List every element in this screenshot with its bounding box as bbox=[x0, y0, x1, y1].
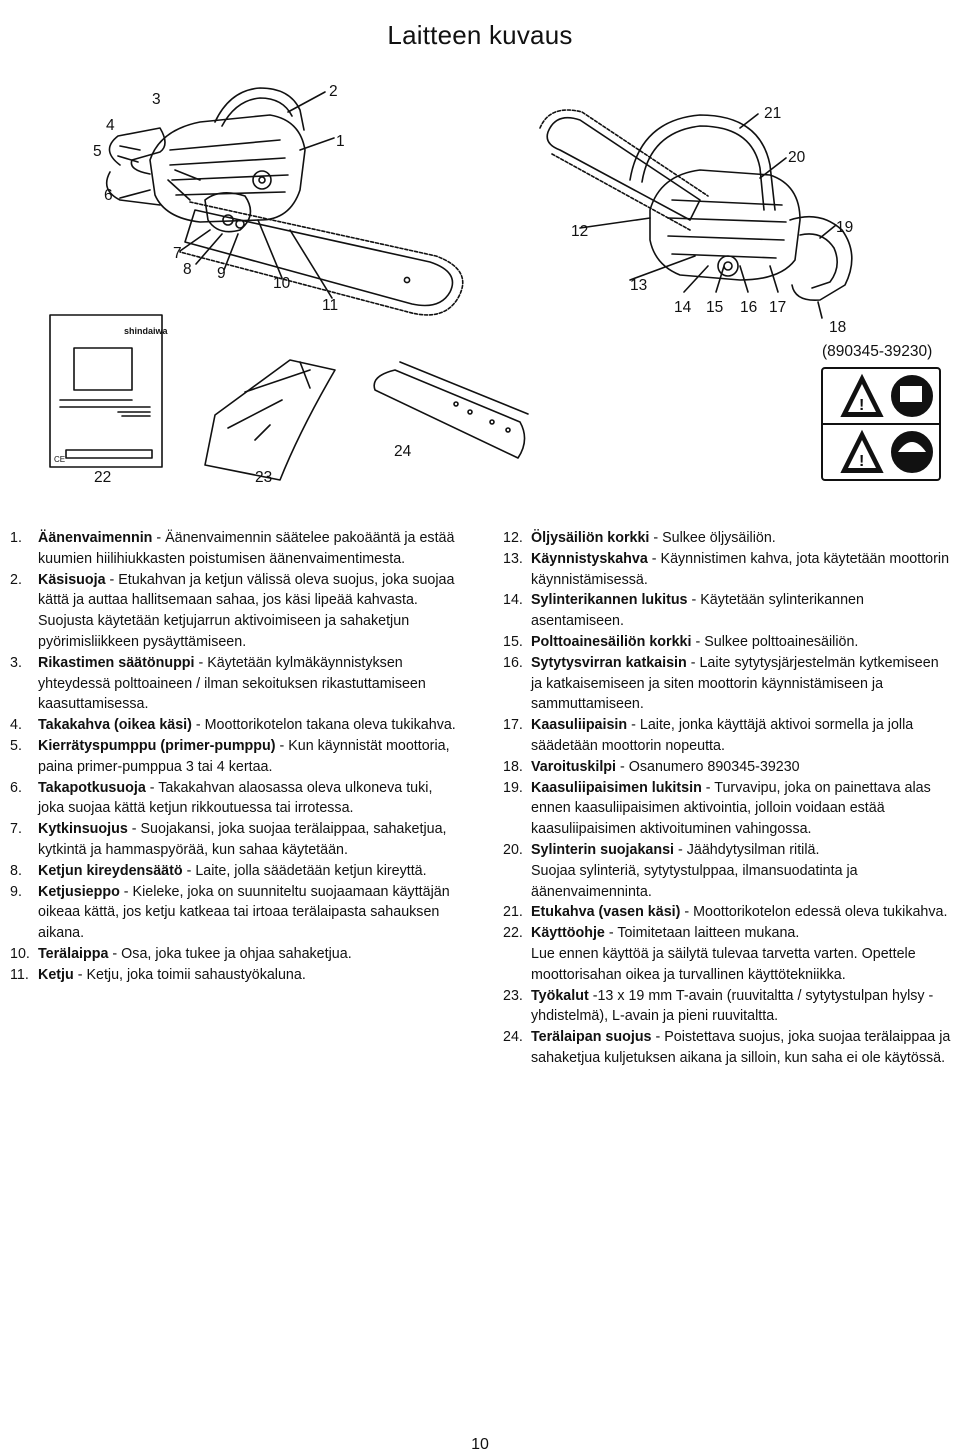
list-item: 23. Työkalut -13 x 19 mm T-avain (ruuvitaltta / sytytystulpan hylsy -yhdistelmä), L-avain ja pieni ruuvitaltta. bbox=[503, 987, 934, 1025]
list-item-extra: Suojaa sylinteriä, sytytystulppaa, ilmansuodatinta ja äänenvaimenninta. bbox=[531, 862, 858, 900]
page-title: Laitteen kuvaus bbox=[387, 20, 573, 50]
chainsaw-illustration bbox=[0, 70, 960, 510]
callout-15: 15 bbox=[706, 299, 724, 316]
list-item: 19. Kaasuliipaisimen lukitsin - Turvavipu, joka on painettava alas ennen kaasuliipaisimen aktivointia, jolloin voidaan estää kaasuliipaisimen aktivoituminen vahingossa. bbox=[503, 779, 931, 838]
callout-18-part-number: (890345-39230) bbox=[822, 343, 933, 360]
list-item: 11. Ketju - Ketju, joka toimii sahaustyökaluna. bbox=[10, 966, 306, 983]
list-item: 18. Varoituskilpi - Osanumero 890345-39230 bbox=[503, 758, 800, 775]
list-item: 1. Äänenvaimennin - Äänenvaimennin säätelee pakoääntä ja estää kuumien hiilihiukkasten poistumisen äänenvaimentimesta. bbox=[10, 530, 455, 567]
list-item: 4. Takakahva (oikea käsi) - Moottorikotelon takana oleva tukikahva. bbox=[10, 717, 456, 734]
callout-1: 1 bbox=[336, 133, 345, 150]
list-item: 17. Kaasuliipaisin - Laite, jonka käyttäjä aktivoi sormella ja jolla säädetään moottorin nopeutta. bbox=[503, 717, 914, 754]
list-item: 22. Käyttöohje - Toimitetaan laitteen mukana. Lue ennen käyttöä ja säilytä tulevaa tarvetta varten. Opettele moottorisahan oikea ja turvallinen käyttötekniikka. bbox=[503, 923, 951, 985]
callout-11: 11 bbox=[322, 297, 339, 314]
svg-text:!: ! bbox=[859, 397, 865, 414]
list-item: 5. Kierrätyspumppu (primer-pumppu) - Kun käynnistät moottoria, paina primer-pumppua 3 tai 4 kertaa. bbox=[10, 737, 450, 775]
list-item: 9. Ketjusieppo - Kieleke, joka on suunniteltu suojaamaan käyttäjän oikeaa kättä, jos ketju katkeaa tai irtoaa terälaipasta sahauksen aikana. bbox=[10, 883, 450, 942]
callout-18: 18 bbox=[829, 319, 847, 336]
page-number: 10 bbox=[471, 1436, 489, 1453]
callout-22: 22 bbox=[94, 469, 112, 486]
list-item: 13. Käynnistyskahva - Käynnistimen kahva, jota käytetään moottorin käynnistämisessä. bbox=[503, 550, 950, 588]
callout-2: 2 bbox=[329, 83, 338, 100]
parts-list-left bbox=[10, 528, 460, 986]
callout-6: 6 bbox=[104, 187, 113, 204]
callout-3: 3 bbox=[152, 91, 161, 108]
chainsaw-drawing bbox=[0, 70, 960, 510]
list-item: 7. Kytkinsuojus - Suojakansi, joka suojaa terälaippaa, sahaketjua, kytkintä ja hammaspyörää, kun sahaa käytetään. bbox=[10, 821, 447, 858]
list-item: 16. Sytytysvirran katkaisin - Laite sytytysjärjestelmän kytkemiseen ja katkaisemiseen ja siten moottorin käynnistämiseen ja sammuttamiseen. bbox=[503, 654, 939, 713]
callout-16: 16 bbox=[740, 299, 758, 316]
callout-9: 9 bbox=[217, 265, 226, 282]
list-item-extra: Suojusta käytetään ketjujarrun aktivoimiseen ja sahaketjun pyörimisliikkeen pysäyttämiseen. bbox=[38, 613, 410, 650]
callout-4: 4 bbox=[106, 117, 115, 134]
callout-5: 5 bbox=[93, 143, 102, 160]
callout-7: 7 bbox=[173, 245, 182, 262]
callout-10: 10 bbox=[273, 275, 291, 292]
callout-17: 17 bbox=[769, 299, 787, 316]
callout-20: 20 bbox=[788, 149, 806, 166]
list-item: 8. Ketjun kireydensäätö - Laite, jolla säädetään ketjun kireyttä. bbox=[10, 862, 427, 879]
callout-24: 24 bbox=[394, 443, 412, 460]
warning-label bbox=[822, 368, 940, 480]
list-item: 14. Sylinterikannen lukitus - Käytetään sylinterikannen asentamiseen. bbox=[503, 592, 864, 630]
parts-list-right bbox=[503, 528, 951, 1069]
guide-bar-right bbox=[547, 118, 700, 220]
rear-handle-left bbox=[109, 128, 165, 174]
manual-brand-text: shindaiwa bbox=[124, 326, 168, 336]
callout-8: 8 bbox=[183, 261, 192, 278]
list-item: 20. Sylinterin suojakansi - Jäähdytysilman ritilä. Suojaa sylinteriä, sytytystulppaa, ilmansuodatinta ja äänenvaimenninta. bbox=[503, 840, 951, 902]
list-item-extra: Lue ennen käyttöä ja säilytä tulevaa tarvetta varten. Opettele moottorisahan oikea ja turvallinen käyttötekniikka. bbox=[531, 945, 916, 983]
list-item: 21. Etukahva (vasen käsi) - Moottorikotelon edessä oleva tukikahva. bbox=[503, 904, 948, 921]
front-handle-right bbox=[630, 115, 775, 210]
list-item: 15. Polttoainesäiliön korkki - Sulkee polttoainesäiliön. bbox=[503, 633, 859, 650]
engine-body-left bbox=[150, 115, 305, 222]
callout-13: 13 bbox=[630, 277, 648, 294]
callout-12: 12 bbox=[571, 223, 589, 240]
list-item: 10. Terälaippa - Osa, joka tukee ja ohjaa sahaketjua. bbox=[10, 945, 352, 962]
callout-21: 21 bbox=[764, 105, 782, 122]
manual-ce-mark: CE bbox=[54, 455, 66, 464]
callout-14: 14 bbox=[674, 299, 692, 316]
callout-23: 23 bbox=[255, 469, 273, 486]
list-item: 12. Öljysäiliön korkki - Sulkee öljysäiliön. bbox=[503, 530, 776, 546]
svg-text:!: ! bbox=[859, 453, 865, 470]
callout-19: 19 bbox=[836, 219, 854, 236]
list-item: 2. Käsisuoja - Etukahvan ja ketjun välissä oleva suojus, joka suojaa kättä ja auttaa hallitsemaan sahaa, jos käsi lipeää kahvasta. Suojusta käytetään ketjujarrun aktivoimiseen ja sahaketjun pyörimisliikkeen pysäyttämiseen. bbox=[10, 570, 460, 653]
list-item: 24. Terälaipan suojus - Poistettava suojus, joka suojaa terälaippaa ja sahaketjua kuljetuksen aikana ja silloin, kun saha ei ole käytössä. bbox=[503, 1029, 951, 1066]
list-item: 6. Takapotkusuoja - Takakahvan alaosassa oleva ulkoneva tuki, joka suojaa kättä ketjun rikkoutuessa tai irrotessa. bbox=[10, 779, 433, 817]
tools-card bbox=[205, 360, 335, 480]
list-item: 3. Rikastimen säätönuppi - Käytetään kylmäkäynnistyksen yhteydessä polttoaineen / ilman sekoituksen rikastuttamiseen kaasuttamisessa. bbox=[10, 654, 426, 713]
